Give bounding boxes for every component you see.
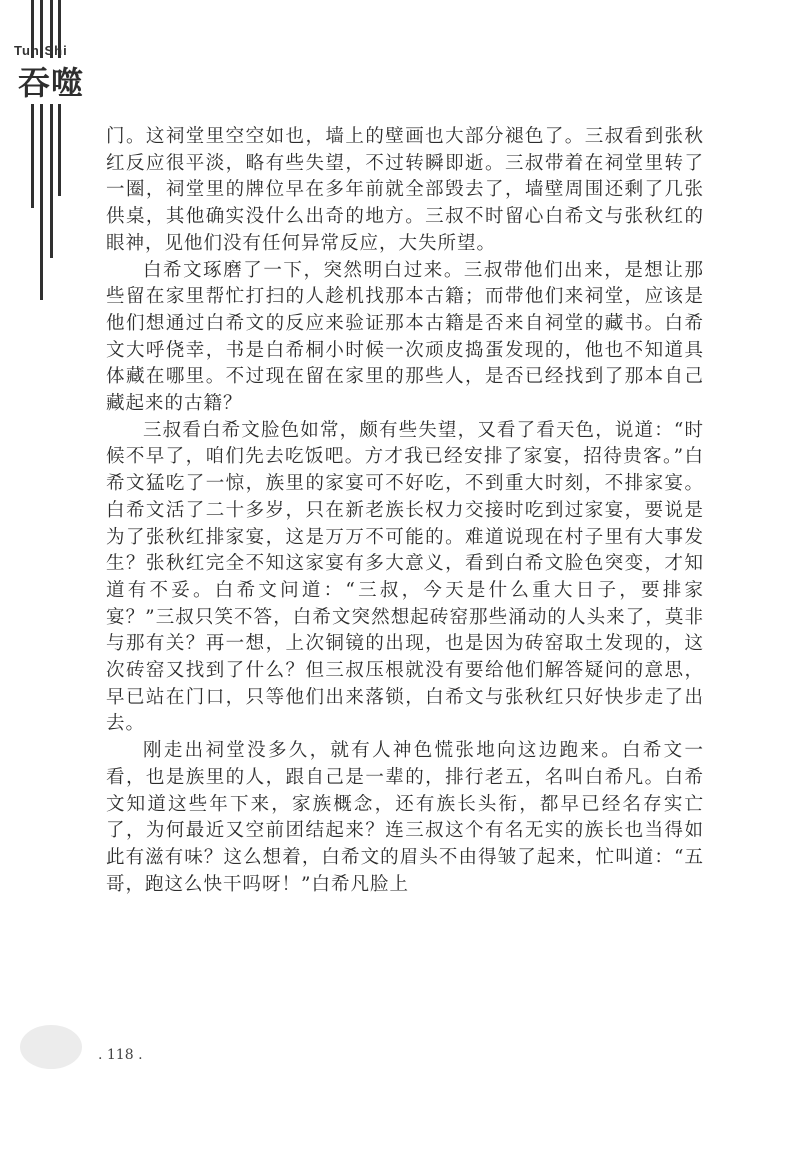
body-text [106, 124, 704, 898]
series-logo-chinese: 吞噬 [16, 58, 86, 104]
decorative-vertical-line [50, 0, 53, 258]
paragraph: 白希文琢磨了一下，突然明白过来。三叔带他们出来，是想让那些留在家里帮忙打扫的人趁机找那本古籍；而带他们来祠堂，应该是他们想通过白希文的反应来验证那本古籍是否来自祠堂的藏书。白希文大呼侥幸，书是白希桐小时候一次顽皮捣蛋发现的，他也不知道具体藏在哪里。不过现在留在家里的那些人，是否已经找到了那本自己藏起来的古籍？ [106, 259, 704, 415]
paragraph: 三叔看白希文脸色如常，颇有些失望，又看了看天色，说道：“时候不早了，咱们先去吃饭吧。方才我已经安排了家宴，招待贵客。”白希文猛吃了一惊，族里的家宴可不好吃，不到重大时刻，不排家宴。白希文活了二十多岁，只在新老族长权力交接时吃到过家宴，要说是为了张秋红排家宴，这是万万不可能的。难道说现在村子里有大事发生？张秋红完全不知这家宴有多大意义，看到白希文脸色突变，才知道有不妥。白希文问道：“三叔，今天是什么重大日子，要排家宴？”三叔只笑不答，白希文突然想起砖窑那些涌动的人头来了，莫非与那有关？再一想，上次铜镜的出现，也是因为砖窑取土发现的，这次砖窑又找到了什么？但三叔压根就没有要给他们解答疑问的意思，早已站在门口，只等他们出来落锁，白希文与张秋红只好快步走了出去。 [106, 419, 704, 735]
paragraph: 刚走出祠堂没多久，就有人神色慌张地向这边跑来。白希文一看，也是族里的人，跟自己是一辈的，排行老五，名叫白希凡。白希文知道这些年下来，家族概念，还有族长头衔，都早已经名存实亡了，为何最近又空前团结起来？连三叔这个有名无实的族长也当得如此有滋有味？这么想着，白希文的眉头不由得皱了起来，忙叫道：“五哥，跑这么快干吗呀！”白希凡脸上 [106, 740, 704, 895]
series-logo-latin: Tun Shi [14, 43, 68, 58]
decorative-vertical-line [31, 0, 34, 208]
paragraph: 门。这祠堂里空空如也，墙上的壁画也大部分褪色了。三叔看到张秋红反应很平淡，略有些失望，不过转瞬即逝。三叔带着在祠堂里转了一圈，祠堂里的牌位早在多年前就全部毁去了，墙壁周围还剩了几张供桌，其他确实没什么出奇的地方。三叔不时留心白希文与张秋红的眼神，见他们没有任何异常反应，大失所望。 [106, 126, 704, 254]
page-number: . 118 . [98, 1047, 143, 1063]
page-corner-smudge [20, 1025, 82, 1069]
